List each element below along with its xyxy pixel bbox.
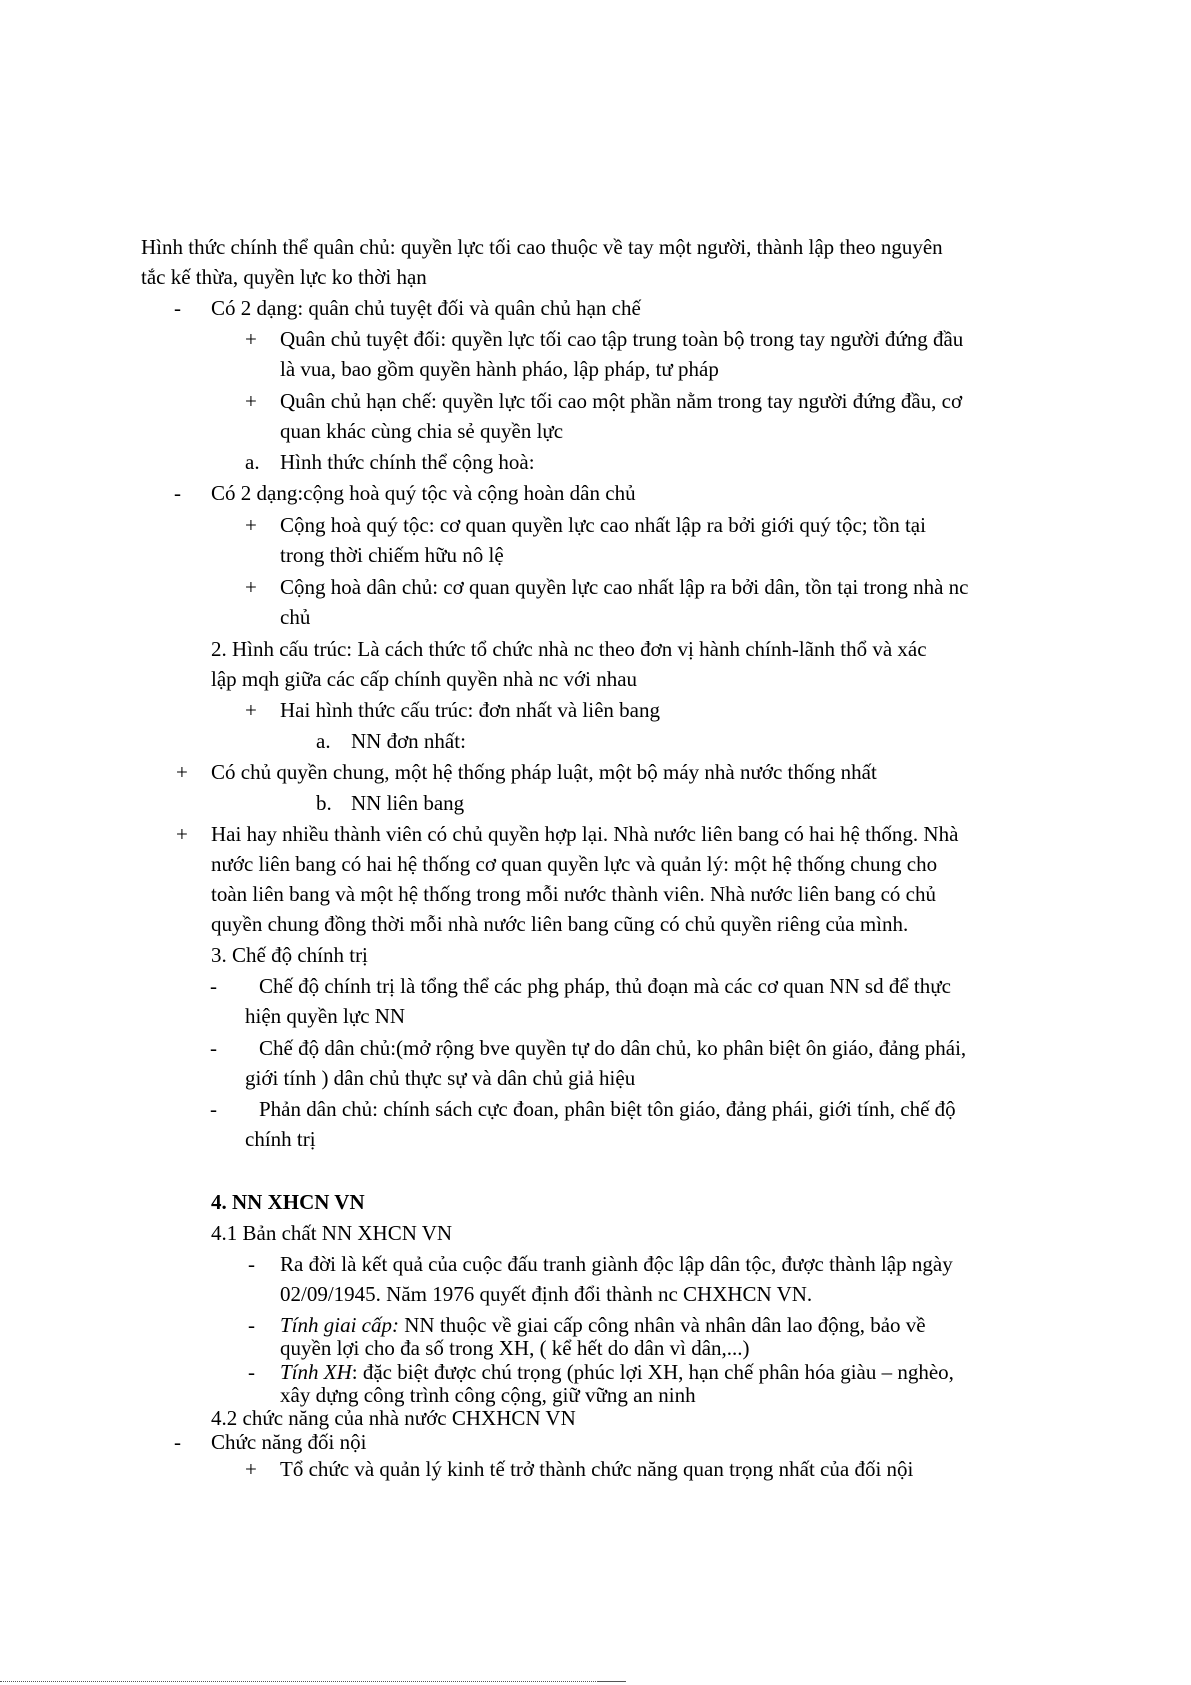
list-item: Tổ chức và quản lý kinh tế trở thành chức năng quan trọng nhất của đối nội <box>280 1457 914 1481</box>
social-text: : đặc biệt được chú trọng (phúc lợi XH, hạn chế phân hóa giàu – nghèo, <box>351 1360 954 1384</box>
list-item: Chế độ chính trị là tổng thể các phg pháp, thủ đoạn mà các cơ quan NN sd để thực <box>259 974 951 998</box>
list-marker: - <box>174 481 181 505</box>
list-item: Phản dân chủ: chính sách cực đoan, phân biệt tôn giáo, đảng phái, giới tính, chế độ <box>259 1097 956 1121</box>
subsection-heading: NN liên bang <box>351 791 465 815</box>
subsection-heading: 4.2 chức năng của nhà nước CHXHCN VN <box>211 1406 576 1430</box>
list-letter: b. <box>316 791 332 815</box>
list-item: Quân chủ hạn chế: quyền lực tối cao một phần nằm trong tay người đứng đầu, cơ <box>280 389 963 413</box>
list-item: Có 2 dạng:cộng hoà quý tộc và cộng hoàn dân chủ <box>211 481 636 505</box>
list-item <box>280 1360 954 1384</box>
list-item: Chế độ dân chủ:(mở rộng bve quyền tự do dân chủ, ko phân biệt ôn giáo, đảng phái, <box>259 1036 967 1060</box>
class-label: Tính giai cấp: <box>280 1313 399 1337</box>
list-marker: - <box>174 1430 181 1454</box>
list-item: Có chủ quyền chung, một hệ thống pháp luật, một bộ máy nhà nước thống nhất <box>211 760 877 784</box>
list-marker: + <box>176 822 188 846</box>
list-marker: + <box>245 1457 257 1481</box>
list-letter: a. <box>245 450 260 474</box>
class-text: NN thuộc về giai cấp công nhân và nhân dân lao động, bảo về <box>399 1313 926 1337</box>
list-item-continued: toàn liên bang và một hệ thống trong mỗi nước thành viên. Nhà nước liên bang có chủ <box>211 882 936 906</box>
list-item-continued: là vua, bao gồm quyền hành pháo, lập pháp, tư pháp <box>280 357 719 381</box>
list-marker: + <box>245 327 257 351</box>
list-item-continued: quyền chung đồng thời mỗi nhà nước liên bang cũng có chủ quyền riêng của mình. <box>211 912 909 936</box>
section-heading-continued: lập mqh giữa các cấp chính quyền nhà nc với nhau <box>211 667 638 691</box>
list-item-continued: quyền lợi cho đa số trong XH, ( kể hết do dân vì dân,...) <box>280 1336 750 1360</box>
list-letter: a. <box>316 729 331 753</box>
list-marker: + <box>245 389 257 413</box>
footer-divider <box>598 1681 626 1682</box>
list-item-continued: quan khác cùng chia sẻ quyền lực <box>280 419 564 443</box>
section-heading: 4. NN XHCN VN <box>211 1190 365 1214</box>
section-heading: 3. Chế độ chính trị <box>211 943 368 967</box>
list-marker: + <box>176 760 188 784</box>
list-marker: - <box>174 296 181 320</box>
list-item-continued: giới tính ) dân chủ thực sự và dân chủ giả hiệu <box>245 1066 636 1090</box>
list-item-continued: hiện quyền lực NN <box>245 1004 406 1028</box>
list-item: Hai hay nhiều thành viên có chủ quyền hợp lại. Nhà nước liên bang có hai hệ thống. Nhà <box>211 822 959 846</box>
list-item: Chức năng đối nội <box>211 1430 367 1454</box>
list-marker: - <box>210 1036 217 1060</box>
list-marker: + <box>245 575 257 599</box>
list-item-continued: xây dựng công trình công cộng, giữ vững an ninh <box>280 1383 696 1407</box>
list-item-continued: trong thời chiếm hữu nô lệ <box>280 543 504 567</box>
section-heading: Hình thức chính thể cộng hoà: <box>280 450 535 474</box>
subsection-heading: NN đơn nhất: <box>351 729 466 753</box>
list-marker: - <box>248 1360 255 1384</box>
list-item: Hai hình thức cấu trúc: đơn nhất và liên bang <box>280 698 660 722</box>
list-item-continued: 02/09/1945. Năm 1976 quyết định đổi thành nc CHXHCN VN. <box>280 1282 813 1306</box>
list-marker: - <box>210 1097 217 1121</box>
list-marker: + <box>245 513 257 537</box>
social-label: Tính XH <box>280 1360 352 1384</box>
list-item: Cộng hoà quý tộc: cơ quan quyền lực cao nhất lập ra bởi giới quý tộc; tồn tại <box>280 513 926 537</box>
list-item: Cộng hoà dân chủ: cơ quan quyền lực cao nhất lập ra bởi dân, tồn tại trong nhà nc <box>280 575 969 599</box>
list-marker: - <box>248 1252 255 1276</box>
subsection-heading: 4.1 Bản chất NN XHCN VN <box>211 1221 453 1245</box>
list-item: Có 2 dạng: quân chủ tuyệt đối và quân chủ hạn chế <box>211 296 641 320</box>
list-item: Ra đời là kết quả của cuộc đấu tranh giành độc lập dân tộc, được thành lập ngày <box>280 1252 953 1276</box>
list-item <box>280 1313 926 1337</box>
list-item-continued: nước liên bang có hai hệ thống cơ quan quyền lực và quản lý: một hệ thống chung cho <box>211 852 938 876</box>
list-marker: - <box>248 1313 255 1337</box>
intro-line: tắc kế thừa, quyền lực ko thời hạn <box>141 265 427 289</box>
list-item-continued: chính trị <box>245 1127 316 1151</box>
list-item-continued: chủ <box>280 605 311 629</box>
footer-divider <box>0 1681 600 1682</box>
list-marker: - <box>210 974 217 998</box>
section-heading: 2. Hình cấu trúc: Là cách thức tổ chức nhà nc theo đơn vị hành chính-lãnh thổ và xác <box>211 637 927 661</box>
list-item: Quân chủ tuyệt đối: quyền lực tối cao tập trung toàn bộ trong tay người đứng đầu <box>280 327 964 351</box>
intro-line: Hình thức chính thể quân chủ: quyền lực tối cao thuộc về tay một người, thành lập theo nguyên <box>141 235 943 259</box>
list-marker: + <box>245 698 257 722</box>
